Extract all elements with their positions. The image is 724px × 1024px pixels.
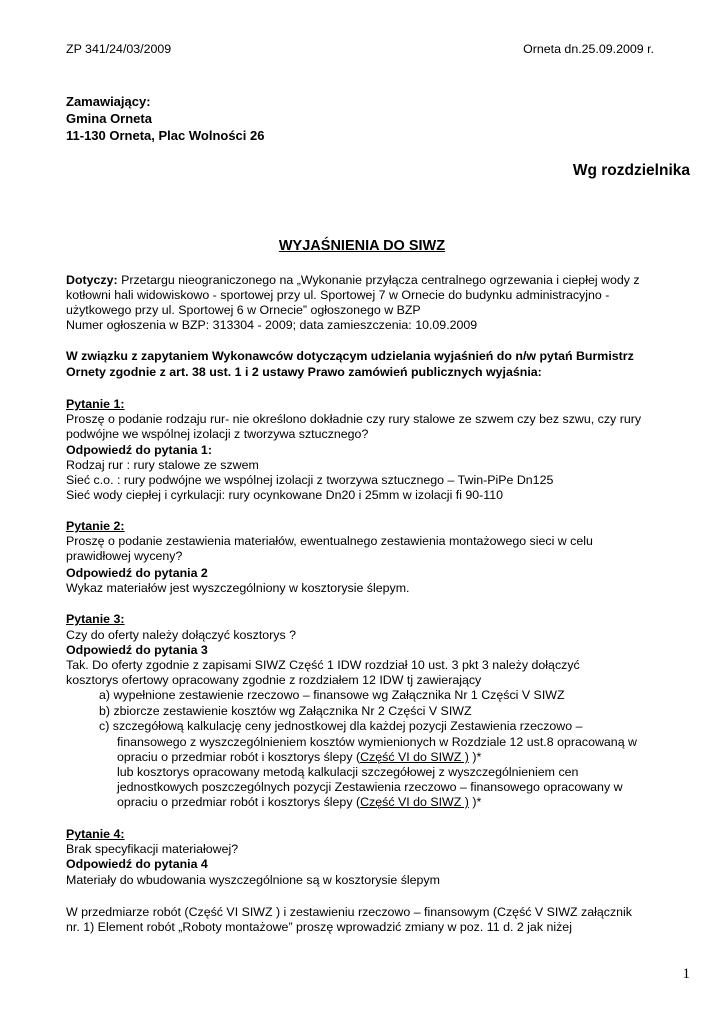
question-3-heading: Pytanie 3: xyxy=(66,612,125,626)
answer-1-heading: Odpowiedź do pytania 1: xyxy=(66,443,212,457)
place-and-date: Orneta dn.25.09.2009 r. xyxy=(523,42,654,56)
recipient: Wg rozdzielnika xyxy=(572,162,690,179)
answer-3-item-c-3: opraciu o przedmiar robót i kosztorys ślepy (Część VI do SIWZ ) )* xyxy=(117,750,482,764)
question-4-text-1: Brak specyfikacji materiałowej? xyxy=(66,842,239,856)
page-number: 1 xyxy=(682,966,690,982)
answer-3-text-1: Tak. Do oferty zgodnie z zapisami SIWZ Część 1 IDW rozdział 10 ust. 3 pkt 3 należy dołączyć xyxy=(66,658,580,672)
siwz-part-6-link[interactable]: Część VI do SIWZ ) xyxy=(360,750,469,764)
sender-address: 11-130 Orneta, Plac Wolności 26 xyxy=(66,128,265,143)
reference-number: ZP 341/24/03/2009 xyxy=(66,42,172,56)
answer-3-item-c-2: finansowego z wyszczególnieniem kosztów wymienionych w Rozdziale 12 ust.8 opracowaną w xyxy=(117,735,637,749)
answer-3-item-c-4: lub kosztorys opracowany metodą kalkulacji szczegółowej z wyszczególnieniem cen xyxy=(117,765,579,779)
answer-3-item-b: b) zbiorcze zestawienie kosztów wg Załącznika Nr 2 Części V SIWZ xyxy=(99,704,472,718)
answer-3-item-a: a) wypełnione zestawienie rzeczowo – finansowe wg Załącznika Nr 1 Części V SIWZ xyxy=(99,688,565,702)
question-3-text-1: Czy do oferty należy dołączyć kosztorys ? xyxy=(66,628,297,642)
siwz-part-6-link[interactable]: Część VI do SIWZ ) xyxy=(360,795,469,809)
answer-4-heading: Odpowiedź do pytania 4 xyxy=(66,857,208,871)
document-title: WYJAŚNIENIA DO SIWZ xyxy=(278,238,446,254)
answer-3-text-2: kosztorys ofertowy opracowany zgodnie z rozdziałem 12 IDW tj zawierający xyxy=(66,673,482,687)
question-4-heading: Pytanie 4: xyxy=(66,827,125,841)
answer-3-item-c-5: jednostkowych poszczególnych pozycji Zestawienia rzeczowo – finansowego opracowany w xyxy=(117,780,623,794)
answer-1-text-2: Sieć c.o. : rury podwójne we wspólnej izolacji z tworzywa sztucznego – Twin-PiPe Dn125 xyxy=(66,473,554,487)
subject-line-2: kotłowni hali widowiskowo - sportowej przy ul. Sportowej 7 w Ornecie do budynku administracyjno - xyxy=(66,288,610,302)
subject-line-3: użytkowego przy ul. Sportowej 6 w Ornecie” ogłoszonego w BZP xyxy=(66,303,421,317)
answer-4-text-1: Materiały do wbudowania wyszczególnione są w kosztorysie ślepym xyxy=(66,873,440,887)
question-1-text-2: podwójne we wspólnej izolacji z tworzywa sztucznego? xyxy=(66,427,369,441)
answer-2-heading: Odpowiedź do pytania 2 xyxy=(66,566,208,580)
question-2-heading: Pytanie 2: xyxy=(66,519,125,533)
answer-3-item-c-1: c) szczegółową kalkulację ceny jednostkowej dla każdej pozycji Zestawienia rzeczowo – xyxy=(99,719,583,733)
subject-line-1: Dotyczy: Przetargu nieograniczonego na „Wykonanie przyłącza centralnego ogrzewania i ciepłej wody z xyxy=(66,273,640,287)
sender-name: Gmina Orneta xyxy=(66,111,152,126)
closing-text-2: nr. 1) Element robót „Roboty montażowe” proszę wprowadzić zmiany w poz. 11 d. 2 jak niżej xyxy=(66,920,572,934)
answer-3-heading: Odpowiedź do pytania 3 xyxy=(66,643,208,657)
answer-1-text-1: Rodzaj rur : rury stalowe ze szwem xyxy=(66,458,259,472)
question-1-heading: Pytanie 1: xyxy=(66,397,125,411)
question-1-text-1: Proszę o podanie rodzaju rur- nie określono dokładnie czy rury stalowe ze szwem czy bez szwu, czy rury xyxy=(66,412,642,426)
answer-2-text-1: Wykaz materiałów jest wyszczególniony w kosztorysie ślepym. xyxy=(66,581,410,595)
closing-text-1: W przedmiarze robót (Część VI SIWZ ) i zestawieniu rzeczowo – finansowym (Część V SIWZ załącznik xyxy=(66,905,632,919)
question-2-text-1: Proszę o podanie zestawienia materiałów, ewentualnego zestawienia montażowego sieci w celu xyxy=(66,534,593,548)
answer-1-text-3: Sieć wody ciepłej i cyrkulacji: rury ocynkowane Dn20 i 25mm w izolacji fi 90-110 xyxy=(66,488,504,502)
intro-line-1: W związku z zapytaniem Wykonawców dotyczącym udzielania wyjaśnień do n/w pytań Burmistrz xyxy=(66,349,634,363)
sender-label: Zamawiający: xyxy=(66,94,151,109)
question-2-text-2: prawidłowej wyceny? xyxy=(66,549,183,563)
answer-3-item-c-6: opraciu o przedmiar robót i kosztorys ślepy (Część VI do SIWZ ) )* xyxy=(117,795,482,809)
subject-line-4: Numer ogłoszenia w BZP: 313304 - 2009; data zamieszczenia: 10.09.2009 xyxy=(66,318,478,332)
intro-line-2: Ornety zgodnie z art. 38 ust. 1 i 2 ustawy Prawo zamówień publicznych wyjaśnia: xyxy=(66,365,542,379)
subject-label: Dotyczy: xyxy=(66,273,118,287)
